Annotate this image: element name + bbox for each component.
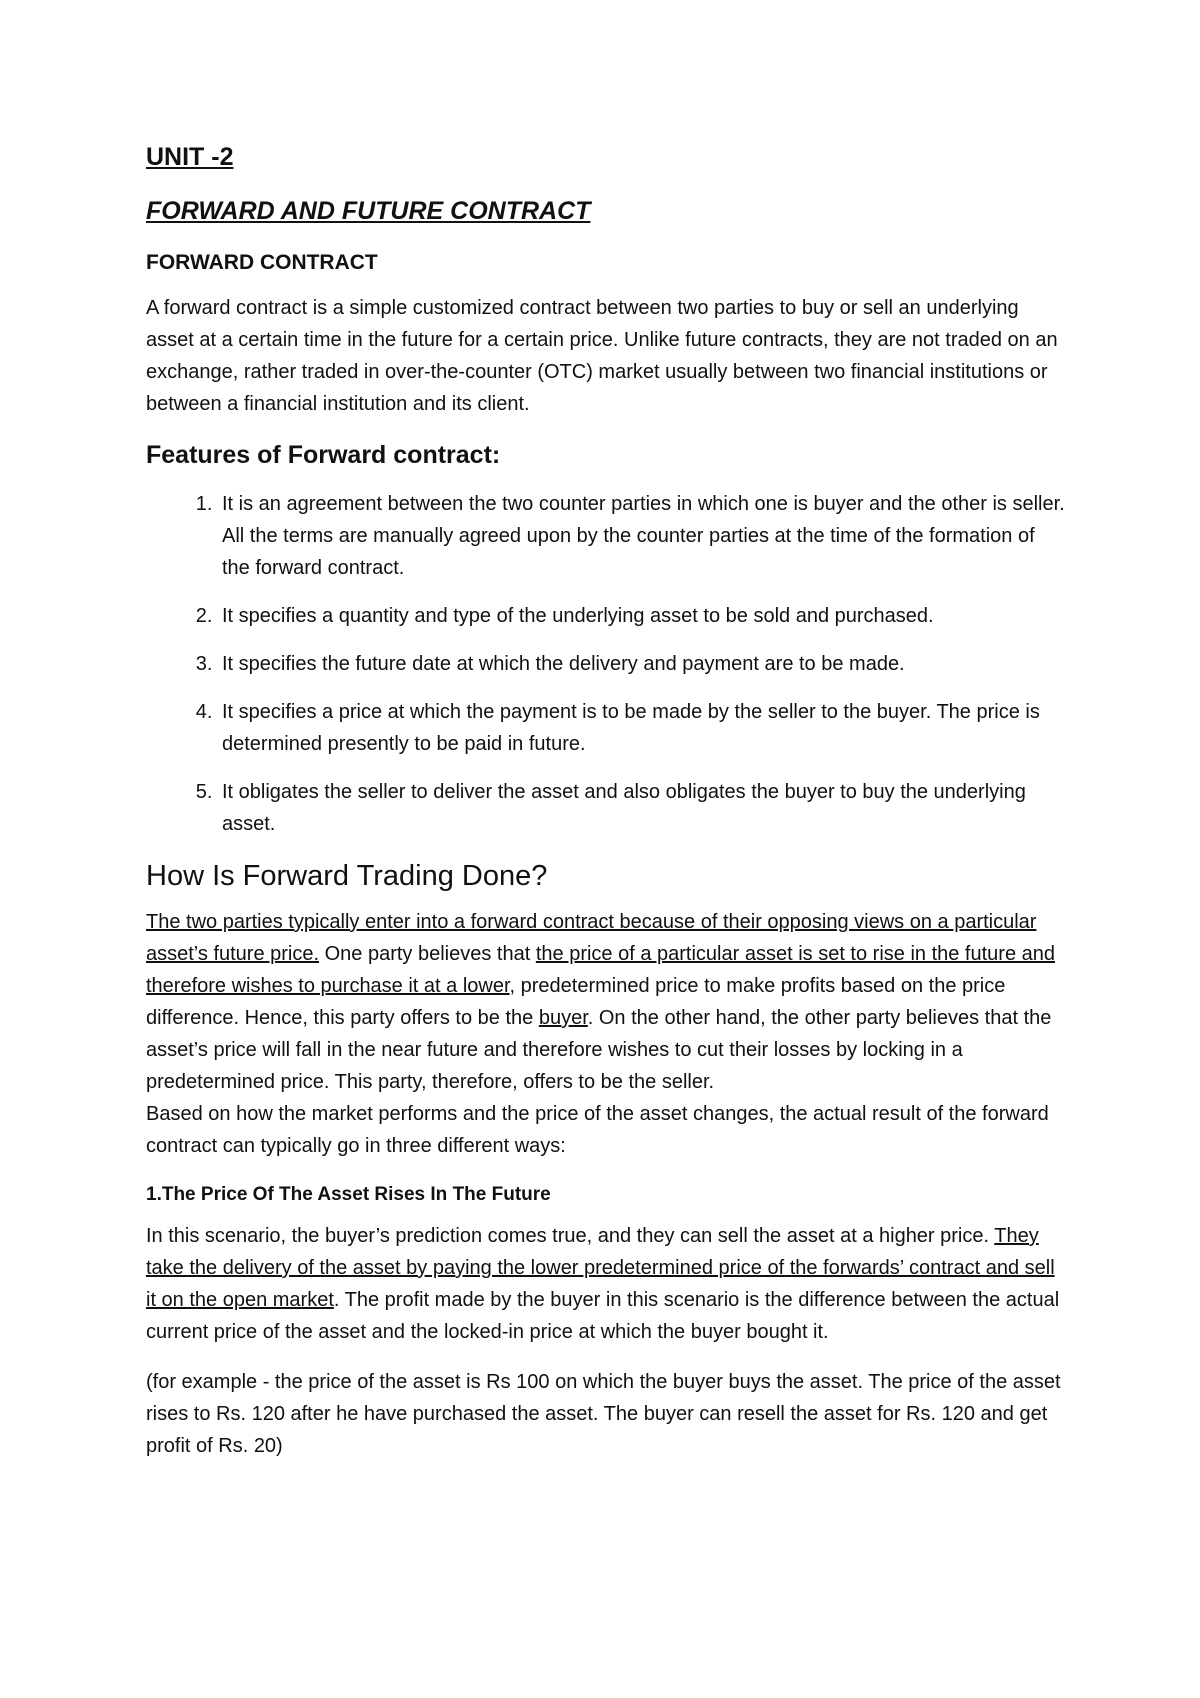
body-text: , predetermined price to make profits based on the price difference. Hence, this party offers to be the <box>146 975 1006 1029</box>
underlined-text: the price of a particular asset is set to rise in the future and therefore wishes to purchase it at a lower <box>146 943 1056 997</box>
underlined-text: The two parties typically enter into a forward contract because of their opposing views on a particular asset’s future price. <box>146 911 1037 965</box>
feature-item: 1. It is an agreement between the two counter parties in which one is buyer and the other is seller. All the terms are manually agreed upon by the counter parties at the time of the formation of the forward contract. <box>218 488 1066 584</box>
feature-item: 5. It obligates the seller to deliver the asset and also obligates the buyer to buy the underlying asset. <box>218 776 1066 840</box>
case-1-heading: 1.The Price Of The Asset Rises In The Future <box>146 1184 551 1205</box>
features-heading: Features of Forward contract: <box>146 441 501 469</box>
intro-paragraph: A forward contract is a simple customized contract between two parties to buy or sell an underlying asset at a certain time in the future for a certain price. Unlike future contracts, they are not traded on an exchange, rather traded in over-the-counter (OTC) market usually between two financial institutions or between a financial institution and its client. <box>146 297 1058 415</box>
body-text: One party believes that <box>319 943 536 965</box>
feature-item: 3. It specifies the future date at which the delivery and payment are to be made. <box>218 648 1066 680</box>
feature-item: 4. It specifies a price at which the payment is to be made by the seller to the buyer. The price is determined presently to be paid in future. <box>218 696 1066 760</box>
document-page <box>146 140 1066 1480</box>
outcomes-paragraph: Based on how the market performs and the price of the asset changes, the actual result of the forward contract can typically go in three different ways: <box>146 1103 1049 1157</box>
case-1-paragraph <box>146 1220 1066 1348</box>
body-text: In this scenario, the buyer’s prediction comes true, and they can sell the asset at a higher price. <box>146 1225 995 1247</box>
underlined-text: They take the delivery of the asset by paying the lower predetermined price of the forwards’ contract and sell it on the open market <box>146 1225 1055 1311</box>
how-trading-paragraph <box>146 906 1066 1098</box>
underlined-text: buyer <box>538 1007 588 1029</box>
feature-item: 2. It specifies a quantity and type of the underlying asset to be sold and purchased. <box>218 600 1066 632</box>
unit-heading: UNIT -2 <box>146 143 234 171</box>
features-list <box>146 488 1066 840</box>
section-heading-forward-contract: FORWARD CONTRACT <box>146 251 378 274</box>
example-paragraph: (for example - the price of the asset is Rs 100 on which the buyer buys the asset. The price of the asset rises to Rs. 120 after he have purchased the asset. The buyer can resell the asset for Rs. 120 and get profit of Rs. 20) <box>146 1371 1061 1457</box>
document-title: FORWARD AND FUTURE CONTRACT <box>146 197 591 225</box>
body-text: . On the other hand, the other party believes that the asset’s price will fall in the near future and therefore wishes to cut their losses by locking in a predetermined price. This party, therefore, offers to be the seller. <box>146 1007 1052 1093</box>
body-text: . The profit made by the buyer in this scenario is the difference between the actual current price of the asset and the locked-in price at which the buyer bought it. <box>146 1289 1060 1343</box>
how-trading-heading: How Is Forward Trading Done? <box>146 860 548 892</box>
